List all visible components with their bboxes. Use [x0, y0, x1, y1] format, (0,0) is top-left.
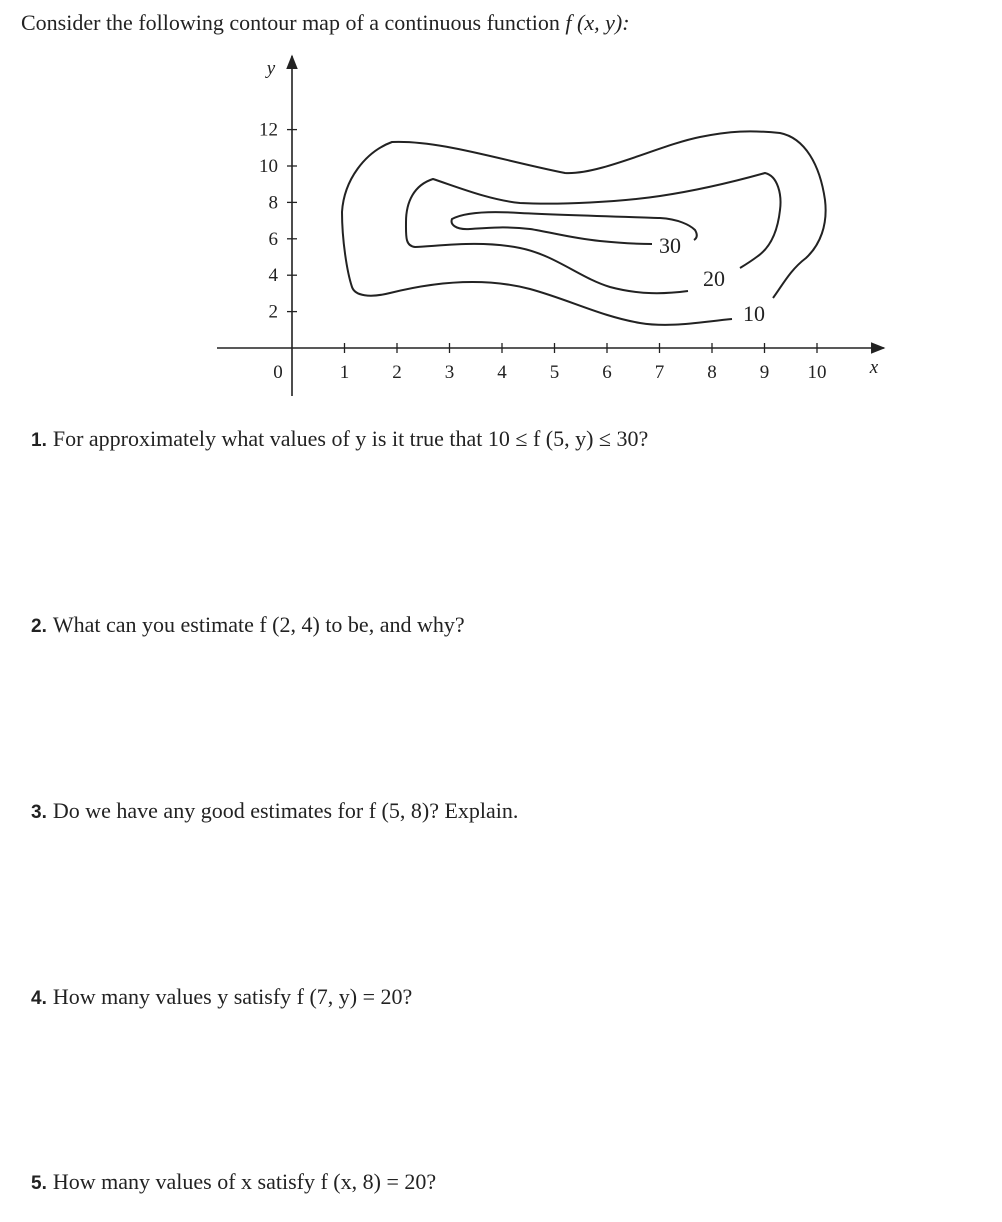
y-tick-label: 2 [268, 301, 278, 323]
question-3 [31, 796, 518, 828]
x-tick-label: 6 [602, 362, 612, 383]
intro-function: f (x, y): [565, 10, 630, 35]
question-number: 3. [31, 802, 47, 823]
y-tick-label: 6 [268, 228, 278, 250]
question-1 [31, 424, 648, 456]
contour-label-10: 10 [743, 301, 765, 326]
x-tick-label: 0 [273, 362, 283, 383]
question-text: What can you estimate f (2, 4) to be, and why? [52, 612, 465, 637]
question-text: How many values y satisfy f (7, y) = 20? [52, 984, 413, 1009]
x-tick-label: 9 [759, 362, 770, 383]
y-tick-label: 12 [259, 119, 278, 141]
intro-text [21, 8, 630, 38]
contour-10 [342, 131, 826, 325]
x-tick-label: 7 [654, 362, 665, 383]
question-4 [31, 982, 412, 1014]
question-text: For approximately what values of y is it true that 10 ≤ f (5, y) ≤ 30? [52, 426, 649, 451]
y-tick-label: 10 [259, 156, 278, 177]
x-tick-label: 1 [339, 362, 350, 383]
contour-map-figure [0, 48, 1002, 408]
question-5 [31, 1167, 436, 1199]
question-number: 5. [31, 1173, 47, 1194]
y-tick-label: 8 [268, 192, 278, 214]
y-axis-label: y [266, 58, 276, 79]
x-tick-label: 4 [497, 362, 507, 383]
contour-label-30: 30 [659, 233, 681, 258]
x-tick-label: 8 [707, 362, 717, 383]
x-tick-label: 3 [444, 362, 455, 383]
contour-label-20: 20 [703, 266, 725, 291]
question-2 [31, 610, 465, 642]
x-tick-label: 5 [549, 362, 560, 383]
x-tick-label: 10 [807, 362, 827, 383]
contour-map [0, 48, 1002, 408]
x-tick-label: 2 [392, 362, 402, 383]
question-text: Do we have any good estimates for f (5, 8)? Explain. [52, 798, 519, 823]
x-axis-label: x [869, 357, 879, 378]
y-tick-label: 4 [268, 265, 278, 287]
question-number: 4. [31, 988, 47, 1009]
question-text: How many values of x satisfy f (x, 8) = 20? [52, 1169, 437, 1194]
intro-sentence: Consider the following contour map of a continuous function [21, 10, 560, 35]
question-number: 2. [31, 616, 47, 637]
question-number: 1. [31, 430, 47, 451]
